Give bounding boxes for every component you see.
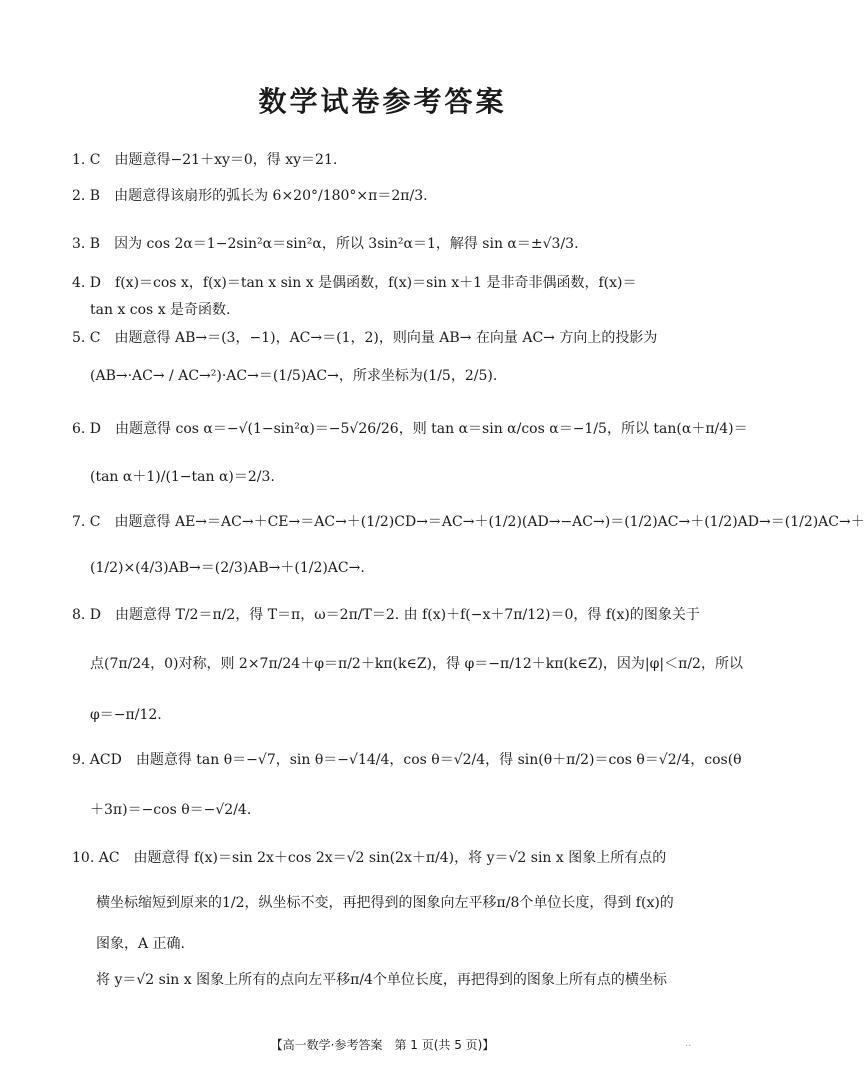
answer-line: 7. C 由题意得 AE→＝AC→＋CE→＝AC→＋(1/2)CD→＝AC→＋(1/2)(AD→−AC→)＝(1/2)AC→＋(1/2)AD→＝(1/2)AC→＋ [72, 514, 865, 530]
answer-line: (tan α＋1)/(1−tan α)＝2/3. [90, 469, 275, 485]
answer-line: 2. B 由题意得该扇形的弧长为 6×20°/180°×π＝2π/3. [72, 188, 428, 204]
answer-line: 5. C 由题意得 AB→＝(3，−1)，AC→＝(1，2)，则向量 AB→ 在向量 AC→ 方向上的投影为 [72, 330, 658, 346]
page-footer: 【高一数学·参考答案 第 1 页(共 5 页)】 [270, 1038, 495, 1052]
answer-line: 4. D f(x)＝cos x，f(x)＝tan x sin x 是偶函数，f(x)＝sin x＋1 是非奇非偶函数，f(x)＝ [72, 275, 637, 291]
answer-line: (AB→·AC→ / AC→²)·AC→＝(1/5)AC→，所求坐标为(1/5，2/5). [90, 368, 498, 384]
answer-line: 9. ACD 由题意得 tan θ＝−√7，sin θ＝−√14/4，cos θ＝√2/4，得 sin(θ＋π/2)＝cos θ＝√2/4，cos(θ [72, 752, 742, 768]
answer-line: 图象，A 正确. [96, 936, 186, 952]
answer-line: 8. D 由题意得 T/2＝π/2，得 T＝π，ω＝2π/T＝2. 由 f(x)＋f(−x＋7π/12)＝0，得 f(x)的图象关于 [72, 607, 700, 623]
answer-line: 点(7π/24，0)对称，则 2×7π/24＋φ＝π/2＋kπ(k∈Z)，得 φ＝−π/12＋kπ(k∈Z)，因为|φ|＜π/2，所以 [90, 656, 743, 672]
corner-mark: .. [685, 1038, 692, 1049]
answer-line: 6. D 由题意得 cos α＝−√(1−sin²α)＝−5√26/26，则 tan α＝sin α/cos α＝−1/5，所以 tan(α＋π/4)＝ [72, 421, 748, 437]
answer-line: ＋3π)＝−cos θ＝−√2/4. [90, 802, 252, 818]
answer-line: 横坐标缩短到原来的1/2，纵坐标不变，再把得到的图象向左平移π/8个单位长度，得到 f(x)的 [96, 895, 674, 911]
page-title: 数学试卷参考答案 [258, 85, 507, 118]
answer-line: 3. B 因为 cos 2α＝1−2sin²α＝sin²α，所以 3sin²α＝1，解得 sin α＝±√3/3. [72, 236, 579, 252]
answer-line: 将 y＝√2 sin x 图象上所有的点向左平移π/4个单位长度，再把得到的图象上所有点的横坐标 [96, 972, 667, 988]
answer-line: 10. AC 由题意得 f(x)＝sin 2x＋cos 2x＝√2 sin(2x＋π/4)，将 y＝√2 sin x 图象上所有点的 [72, 850, 667, 866]
answer-line: 1. C 由题意得−21＋xy＝0，得 xy＝21. [72, 152, 338, 168]
answer-line: φ＝−π/12. [90, 707, 162, 723]
answer-line: (1/2)×(4/3)AB→＝(2/3)AB→＋(1/2)AC→. [90, 560, 365, 576]
answer-line: tan x cos x 是奇函数. [90, 302, 231, 318]
